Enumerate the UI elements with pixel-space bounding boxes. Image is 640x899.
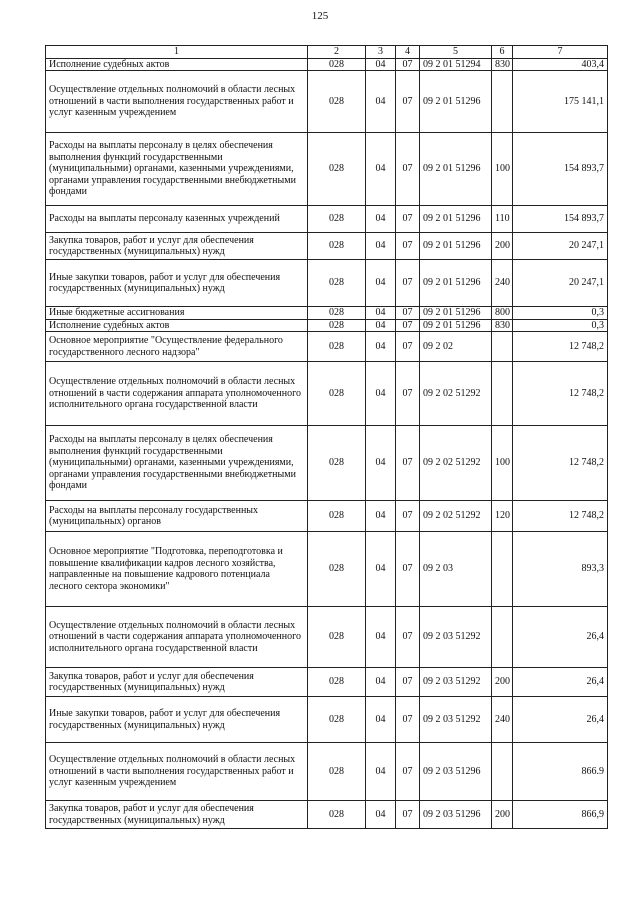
row-expense-type [492, 332, 513, 362]
row-expense-type [492, 607, 513, 668]
table-row [46, 206, 608, 233]
row-section: 04 [366, 668, 396, 697]
table-row [46, 332, 608, 362]
row-expense-type: 110 [492, 206, 513, 233]
row-admin-code: 028 [308, 426, 366, 501]
row-amount: 12 748,2 [513, 426, 608, 501]
table-row [46, 71, 608, 133]
row-name: Закупка товаров, работ и услуг для обеспечения государственных (муниципальных) нужд [46, 801, 308, 829]
row-expense-type: 240 [492, 260, 513, 307]
table-row [46, 426, 608, 501]
row-subsection: 07 [396, 426, 420, 501]
header-cell: 5 [420, 46, 492, 59]
row-name: Осуществление отдельных полномочий в области лесных отношений в части выполнения государственных работ и услуг казенным учреждением [46, 743, 308, 801]
row-admin-code: 028 [308, 801, 366, 829]
row-name: Иные закупки товаров, работ и услуг для обеспечения государственных (муниципальных) нужд [46, 697, 308, 743]
row-name: Расходы на выплаты персоналу в целях обеспечения выполнения функций государственными (муниципальными) органами, казенными учреждениями, органами управления государственными внебюджетными фондами [46, 133, 308, 206]
row-admin-code: 028 [308, 362, 366, 426]
table-row [46, 607, 608, 668]
row-section: 04 [366, 426, 396, 501]
row-admin-code: 028 [308, 697, 366, 743]
row-expense-type [492, 743, 513, 801]
row-target-code: 09 2 03 51292 [420, 668, 492, 697]
row-subsection: 07 [396, 607, 420, 668]
row-expense-type: 200 [492, 233, 513, 260]
row-target-code: 09 2 01 51296 [420, 133, 492, 206]
row-section: 04 [366, 206, 396, 233]
row-section: 04 [366, 501, 396, 532]
row-amount: 26,4 [513, 607, 608, 668]
row-name: Осуществление отдельных полномочий в области лесных отношений в части содержания аппарата уполномоченного исполнительного органа государственной власти [46, 362, 308, 426]
row-section: 04 [366, 801, 396, 829]
row-amount: 154 893,7 [513, 206, 608, 233]
table-row [46, 743, 608, 801]
row-amount: 12 748,2 [513, 362, 608, 426]
row-admin-code: 028 [308, 260, 366, 307]
row-target-code: 09 2 01 51296 [420, 307, 492, 320]
row-amount: 893,3 [513, 532, 608, 607]
row-name: Осуществление отдельных полномочий в области лесных отношений в части выполнения государственных работ и услуг казенным учреждением [46, 71, 308, 133]
row-name: Основное мероприятие "Подготовка, переподготовка и повышение квалификации кадров лесного хозяйства, направленные на повышение кадрового потенциала лесного сектора экономики" [46, 532, 308, 607]
row-section: 04 [366, 307, 396, 320]
row-name: Закупка товаров, работ и услуг для обеспечения государственных (муниципальных) нужд [46, 668, 308, 697]
row-target-code: 09 2 03 51296 [420, 801, 492, 829]
row-admin-code: 028 [308, 233, 366, 260]
row-name: Иные бюджетные ассигнования [46, 307, 308, 320]
row-amount: 0,3 [513, 319, 608, 332]
row-amount: 26,4 [513, 668, 608, 697]
row-target-code: 09 2 01 51296 [420, 319, 492, 332]
row-section: 04 [366, 532, 396, 607]
row-amount: 20 247,1 [513, 233, 608, 260]
table-row [46, 801, 608, 829]
row-admin-code: 028 [308, 743, 366, 801]
header-cell: 3 [366, 46, 396, 59]
row-subsection: 07 [396, 58, 420, 71]
row-target-code: 09 2 03 51292 [420, 697, 492, 743]
row-amount: 12 748,2 [513, 501, 608, 532]
row-subsection: 07 [396, 260, 420, 307]
row-expense-type: 830 [492, 319, 513, 332]
row-target-code: 09 2 02 [420, 332, 492, 362]
row-target-code: 09 2 02 51292 [420, 362, 492, 426]
row-expense-type: 100 [492, 133, 513, 206]
row-admin-code: 028 [308, 607, 366, 668]
row-subsection: 07 [396, 501, 420, 532]
row-expense-type: 120 [492, 501, 513, 532]
row-name: Осуществление отдельных полномочий в области лесных отношений в части содержания аппарата уполномоченного исполнительного органа государственной власти [46, 607, 308, 668]
row-amount: 866.9 [513, 743, 608, 801]
row-subsection: 07 [396, 71, 420, 133]
row-target-code: 09 2 02 51292 [420, 426, 492, 501]
row-subsection: 07 [396, 307, 420, 320]
table-row [46, 307, 608, 320]
row-subsection: 07 [396, 668, 420, 697]
table-row [46, 668, 608, 697]
row-target-code: 09 2 01 51294 [420, 58, 492, 71]
row-admin-code: 028 [308, 71, 366, 133]
row-name: Расходы на выплаты персоналу в целях обеспечения выполнения функций государственными (муниципальными) органами, казенными учреждениями, органами управления государственными внебюджетными фондами [46, 426, 308, 501]
row-section: 04 [366, 260, 396, 307]
budget-table [45, 45, 608, 829]
table-row [46, 58, 608, 71]
row-admin-code: 028 [308, 58, 366, 71]
row-subsection: 07 [396, 332, 420, 362]
row-admin-code: 028 [308, 133, 366, 206]
row-subsection: 07 [396, 206, 420, 233]
row-subsection: 07 [396, 133, 420, 206]
row-expense-type [492, 532, 513, 607]
row-section: 04 [366, 332, 396, 362]
table-row [46, 501, 608, 532]
table-row [46, 362, 608, 426]
row-admin-code: 028 [308, 332, 366, 362]
row-expense-type: 800 [492, 307, 513, 320]
header-row [46, 46, 608, 59]
row-subsection: 07 [396, 801, 420, 829]
table-row [46, 260, 608, 307]
row-expense-type: 200 [492, 668, 513, 697]
row-amount: 175 141,1 [513, 71, 608, 133]
row-amount: 866,9 [513, 801, 608, 829]
header-cell: 7 [513, 46, 608, 59]
row-name: Расходы на выплаты персоналу казенных учреждений [46, 206, 308, 233]
row-admin-code: 028 [308, 668, 366, 697]
row-section: 04 [366, 319, 396, 332]
row-section: 04 [366, 362, 396, 426]
row-name: Основное мероприятие "Осуществление федерального государственного лесного надзора" [46, 332, 308, 362]
row-section: 04 [366, 697, 396, 743]
row-section: 04 [366, 233, 396, 260]
row-amount: 403,4 [513, 58, 608, 71]
row-target-code: 09 2 03 51296 [420, 743, 492, 801]
row-target-code: 09 2 03 51292 [420, 607, 492, 668]
row-admin-code: 028 [308, 501, 366, 532]
table-row [46, 233, 608, 260]
row-name: Исполнение судебных актов [46, 58, 308, 71]
row-subsection: 07 [396, 532, 420, 607]
row-expense-type: 240 [492, 697, 513, 743]
row-subsection: 07 [396, 319, 420, 332]
row-amount: 12 748,2 [513, 332, 608, 362]
header-cell: 4 [396, 46, 420, 59]
row-name: Расходы на выплаты персоналу государственных (муниципальных) органов [46, 501, 308, 532]
row-subsection: 07 [396, 697, 420, 743]
row-name: Исполнение судебных актов [46, 319, 308, 332]
header-cell: 1 [46, 46, 308, 59]
table-row [46, 319, 608, 332]
row-section: 04 [366, 607, 396, 668]
row-amount: 26,4 [513, 697, 608, 743]
row-subsection: 07 [396, 743, 420, 801]
row-section: 04 [366, 71, 396, 133]
row-expense-type [492, 362, 513, 426]
page-number: 125 [311, 10, 329, 22]
header-cell: 2 [308, 46, 366, 59]
row-target-code: 09 2 03 [420, 532, 492, 607]
row-admin-code: 028 [308, 307, 366, 320]
row-target-code: 09 2 01 51296 [420, 71, 492, 133]
row-expense-type: 200 [492, 801, 513, 829]
header-cell: 6 [492, 46, 513, 59]
row-subsection: 07 [396, 362, 420, 426]
table-row [46, 532, 608, 607]
row-amount: 0,3 [513, 307, 608, 320]
row-admin-code: 028 [308, 206, 366, 233]
row-section: 04 [366, 133, 396, 206]
row-expense-type: 830 [492, 58, 513, 71]
row-expense-type [492, 71, 513, 133]
table-row [46, 133, 608, 206]
row-subsection: 07 [396, 233, 420, 260]
row-section: 04 [366, 58, 396, 71]
row-target-code: 09 2 02 51292 [420, 501, 492, 532]
row-target-code: 09 2 01 51296 [420, 260, 492, 307]
row-section: 04 [366, 743, 396, 801]
table-row [46, 697, 608, 743]
row-amount: 20 247,1 [513, 260, 608, 307]
row-expense-type: 100 [492, 426, 513, 501]
row-name: Иные закупки товаров, работ и услуг для обеспечения государственных (муниципальных) нужд [46, 260, 308, 307]
row-admin-code: 028 [308, 319, 366, 332]
row-name: Закупка товаров, работ и услуг для обеспечения государственных (муниципальных) нужд [46, 233, 308, 260]
row-target-code: 09 2 01 51296 [420, 233, 492, 260]
row-admin-code: 028 [308, 532, 366, 607]
row-amount: 154 893,7 [513, 133, 608, 206]
row-target-code: 09 2 01 51296 [420, 206, 492, 233]
